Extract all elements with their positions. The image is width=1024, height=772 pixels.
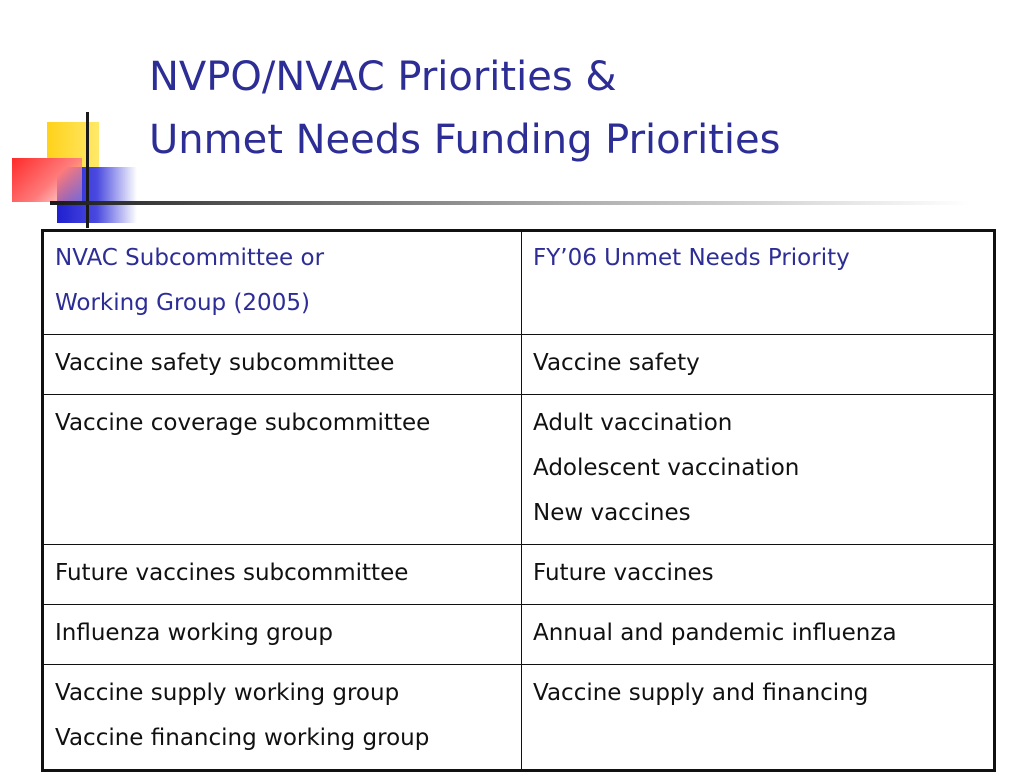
cell-text: Annual and pandemic influenza: [533, 620, 897, 646]
table-row: [43, 605, 995, 665]
table-header-row: [43, 231, 995, 335]
cell-text: Future vaccines subcommittee: [55, 560, 409, 586]
cell-subcommittee: [43, 395, 522, 545]
cell-priority: [522, 605, 995, 665]
slide-title-line-2: Unmet Needs Funding Priorities: [149, 117, 781, 163]
cell-priority: [522, 545, 995, 605]
cell-text: Vaccine safety subcommittee: [55, 350, 395, 376]
cell-text: Influenza working group: [55, 620, 333, 646]
cell-subcommittee: [43, 605, 522, 665]
cell-text: Adult vaccination: [533, 410, 733, 436]
cell-priority: [522, 665, 995, 771]
priorities-table: [41, 229, 996, 772]
decorative-vertical-line: [86, 112, 89, 228]
cell-priority: [522, 335, 995, 395]
header-cell-subcommittee: [43, 231, 522, 335]
header-text: FY’06 Unmet Needs Priority: [533, 245, 850, 271]
decorative-red-square: [12, 158, 82, 202]
header-text: NVAC Subcommittee or: [55, 245, 325, 271]
cell-text: Adolescent vaccination: [533, 455, 800, 481]
table-row: [43, 665, 995, 771]
cell-text: New vaccines: [533, 500, 691, 526]
cell-priority: [522, 395, 995, 545]
cell-subcommittee: [43, 545, 522, 605]
header-cell-priority: [522, 231, 995, 335]
slide-title: [149, 46, 780, 172]
cell-text: Vaccine supply working group: [55, 680, 400, 706]
table-row: [43, 395, 995, 545]
header-text: Working Group (2005): [55, 290, 310, 316]
cell-text: Vaccine coverage subcommittee: [55, 410, 431, 436]
table-row: [43, 335, 995, 395]
table-row: [43, 545, 995, 605]
cell-text: Vaccine financing working group: [55, 725, 430, 751]
cell-text: Vaccine safety: [533, 350, 700, 376]
cell-text: Vaccine supply and financing: [533, 680, 869, 706]
cell-text: Future vaccines: [533, 560, 714, 586]
title-underline: [50, 201, 970, 205]
cell-subcommittee: [43, 665, 522, 771]
cell-subcommittee: [43, 335, 522, 395]
slide-title-line-1: NVPO/NVAC Priorities &: [149, 54, 617, 100]
